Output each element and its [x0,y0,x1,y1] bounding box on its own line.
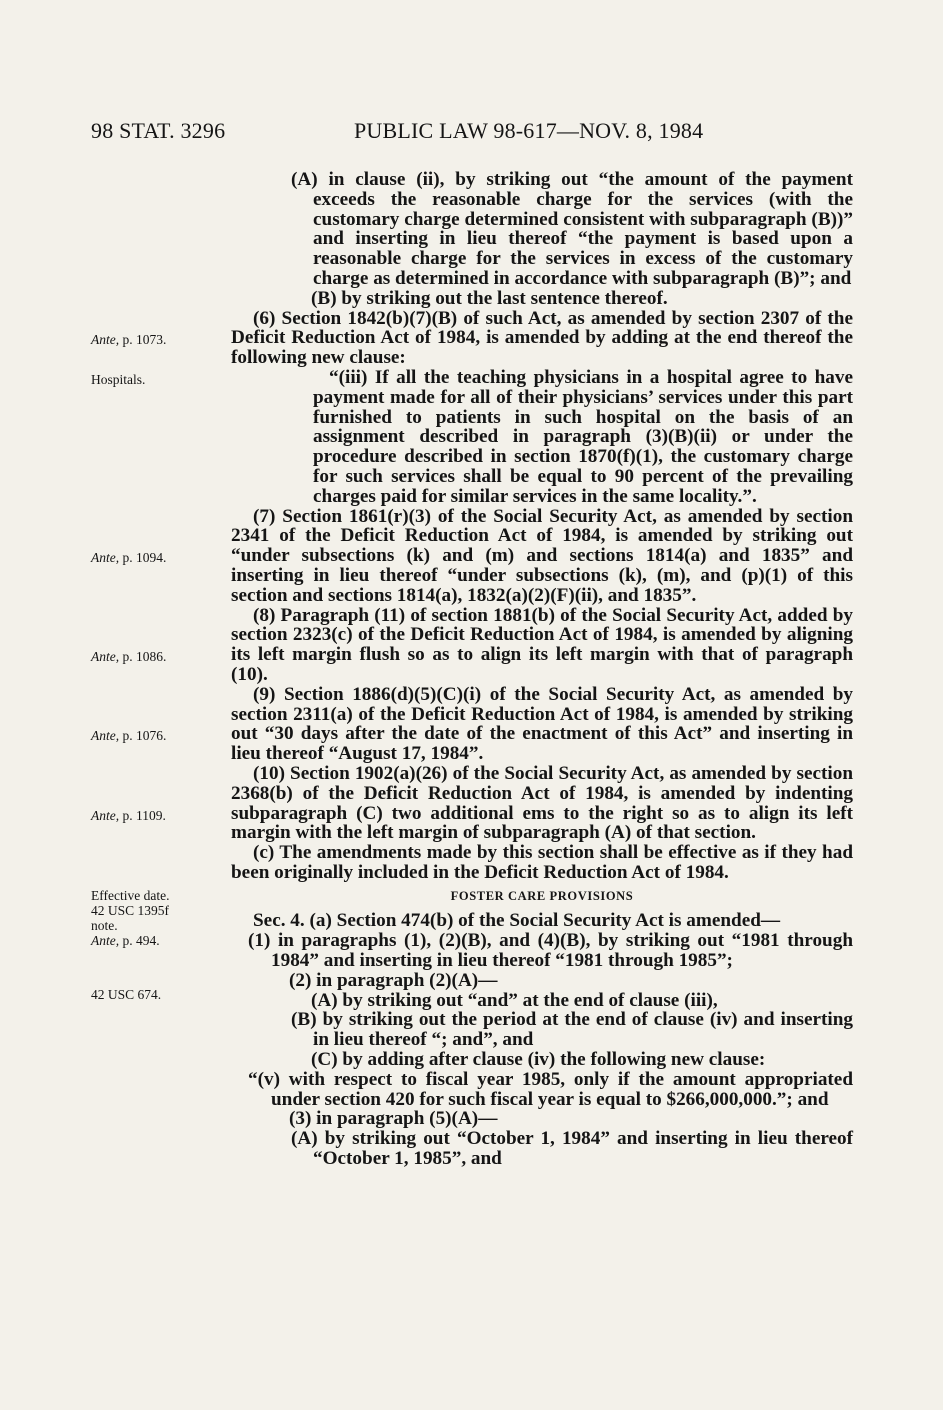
margin-note-ante-1109: Ante, p. 1109. [91,808,166,823]
paragraph: (8) Paragraph (11) of section 1881(b) of the Social Security Act, added by section 2323(c) of the Deficit Reduction Act of 1984, is amended by aligning its left margin flush so as to align its left margin with that of paragraph (10). [231,604,853,685]
list-item: (1) in paragraphs (1), (2)(B), and (4)(B), by striking out “1981 through 1984” and inserting in lieu thereof “1981 through 1985”; [248,930,853,972]
list-item: “(v) with respect to fiscal year 1985, only if the amount appropriated under section 420 for such fiscal year is equal to $266,000,000.”; and [248,1068,853,1110]
paragraph: (9) Section 1886(d)(5)(C)(i) of the Social Security Act, as amended by section 2311(a) of the Deficit Reduction Act of 1984, is amended by striking out “30 days after the date of the enactment of this Act” and inserting in lieu thereof “August 17, 1984”. [231,683,853,765]
section-label: Sec. 4. [253,910,305,932]
list-item: (A) by striking out “October 1, 1984” and inserting in lieu thereof “October 1, 1985”, and [291,1128,853,1170]
page-title: PUBLIC LAW 98-617—NOV. 8, 1984 [354,118,704,143]
paragraph: (A) in clause (ii), by striking out “the amount of the payment exceeds the reasonable charge for the services (with the customary charge determined consistent with subparagraph (B))” and inserting in lieu thereof “the payment is based upon a reasonable charge for the services in excess of the customary charge as determined in accordance with subparagraph (B)”; and [291,169,853,289]
list-item: (C) by adding after clause (iv) the following new clause: [311,1049,766,1071]
paragraph: “(iii) If all the teaching physicians in a hospital agree to have payment made for all of their physicians’ services under this part furnished to patients in such hospital on the basis of an assignment described in paragraph (3)(B)(ii) or under the procedure described in section 1870(f)(1), the customary charge for such services shall be equal to 90 percent of the prevailing charges paid for similar services in the same locality.”. [313,366,853,507]
list-item: (3) in paragraph (5)(A)— [289,1108,498,1130]
margin-note-ante-1086: Ante, p. 1086. [91,649,167,664]
list-item: (B) by striking out the period at the end of clause (iv) and inserting in lieu thereof “; and”, and [291,1009,853,1051]
margin-note-ante-1094: Ante, p. 1094. [91,550,167,565]
section-4-intro: Sec. 4. (a) Section 474(b) of the Social Security Act is amended— [253,910,781,932]
body-text [231,170,853,1169]
list-item: (2) in paragraph (2)(A)— [289,969,498,991]
margin-note-42-usc-674: 42 USC 674. [91,987,162,1002]
paragraph: (c) The amendments made by this section shall be effective as if they had been originally included in the Deficit Reduction Act of 1984. [231,842,853,883]
paragraph: (10) Section 1902(a)(26) of the Social Security Act, as amended by section 2368(b) of the Deficit Reduction Act of 1984, is amended by indenting subparagraph (C) two additional ems to the right so as to align its left margin with the left margin of subparagraph (A) of that section. [231,762,853,844]
stat-reference: 98 STAT. 3296 [91,118,226,143]
list-item: (A) by striking out “and” at the end of clause (iii), [311,989,718,1011]
paragraph: (7) Section 1861(r)(3) of the Social Security Act, as amended by section 2341 of the Deficit Reduction Act of 1984, is amended by striking out “under subsections (k) and (m) and sections 1814(a) and 1835” and inserting in lieu thereof “under subsections (k), (m), and (p)(1) of this section and sections 1814(a), 1832(a)(2)(F)(ii), and 1835”. [231,505,853,606]
margin-note-effective-date: Effective date. 42 USC 1395f note. Ante, p. 494. [91,888,170,948]
paragraph: (B) by striking out the last sentence thereof. [311,287,668,309]
margin-note-ante-1076: Ante, p. 1076. [91,728,167,743]
paragraph: (6) Section 1842(b)(7)(B) of such Act, as amended by section 2307 of the Deficit Reduction Act of 1984, is amended by adding at the end thereof the following new clause: [231,307,853,369]
margin-note-hospitals: Hospitals. [91,372,146,387]
margin-note-ante-1073: Ante, p. 1073. [91,332,167,347]
section-heading: FOSTER CARE PROVISIONS [450,888,634,903]
